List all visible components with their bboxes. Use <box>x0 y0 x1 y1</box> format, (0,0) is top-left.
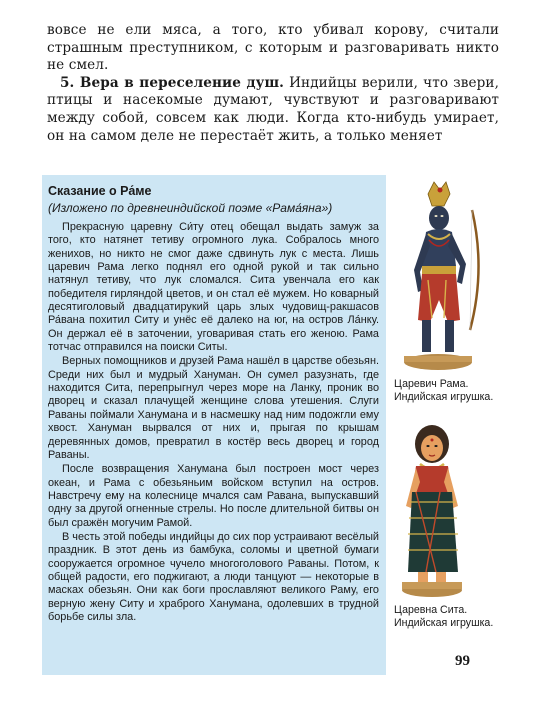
inset-title: Сказание о Ра́ме <box>48 184 152 198</box>
main-text <box>47 22 499 145</box>
section-heading: 5. Вера в переселение душ. <box>60 74 284 91</box>
page-number: 99 <box>455 653 470 669</box>
inset-body <box>48 221 379 624</box>
section-text: Индийцы верили, что звери, птицы и насекомые думают, чувствуют и разговаривают между собой, совсем как люди. Когда кто-нибудь умирает, он на самом деле не перестаёт жить, а только меняет <box>47 74 499 144</box>
inset-subtitle: (Изложено по древнеиндийской поэме «Рама́яна») <box>48 201 333 215</box>
section-paragraph <box>47 75 499 145</box>
rama-caption: Царевич Рама. Индийская игрушка. <box>394 378 494 403</box>
sita-doll-image <box>396 422 480 600</box>
inset-paragraph: Прекрасную царевну Си́ту отец обещал выдать замуж за того, кто натянет тетиву огромного лука. Собралось много женихов, но никто не смог даже сдвинуть лук с места. Лишь царевич Рама легко поднял его одной рукой и так сильно натянул тетиву, что лук сломался. Сита увенчала его как победителя гирляндой цветов, и он стал её мужем. Но коварный десятиголовый двадцатирукий царь злых чудовищ-ракшасов Ра́вана похитил Ситу и унёс её далеко на юг, на остров Ла́нку. Он держал её в заточении, уговаривая стать его женою. Рама тотчас отправился на поиски Ситы. <box>48 221 379 354</box>
sita-caption: Царевна Сита. Индийская игрушка. <box>394 604 494 629</box>
inset-paragraph: Верных помощников и друзей Рама нашёл в царстве обезьян. Среди них был и мудрый Хануман. Он сумел разузнать, где находится Сита, перепрыгнул через море на Ланку, проник во дворец и сказал плачущей женщине слова утешения. Слуги Раваны поймали Ханумана и в насмешку над ним подожгли ему хвост. Хануман вырвался от них и, прыгая по крышам деревянных домов, превратил в костёр весь дворец и город Раваны. <box>48 355 379 461</box>
rama-doll-image <box>398 180 488 375</box>
inset-paragraph: После возвращения Ханумана был построен мост через океан, и Рама с обезьяньим войском вступил на остров. Навстречу ему на колеснице мчался сам Равана, выпускавший одну за другой огненные стрелы. Но после длительной битвы он был сражён могучим Рамой. <box>48 463 379 529</box>
inset-paragraph: В честь этой победы индийцы до сих пор устраивают весёлый праздник. В этот день из бамбука, соломы и цветной бумаги сооружается огромное чучело многоголового Раваны. Потом, к общей радости, его поджигают, а люди танцуют — некоторые в масках обезьян. Они как боги прославляют великого Раму, его верную жену Ситу и храброго Ханумана, одолевших в трудной борьбе силы зла. <box>48 530 379 623</box>
continuation-paragraph: вовсе не ели мяса, а того, кто убивал корову, считали страшным преступником, с которым и разговаривать никто не смел. <box>47 22 499 74</box>
legend-inset <box>42 175 386 675</box>
